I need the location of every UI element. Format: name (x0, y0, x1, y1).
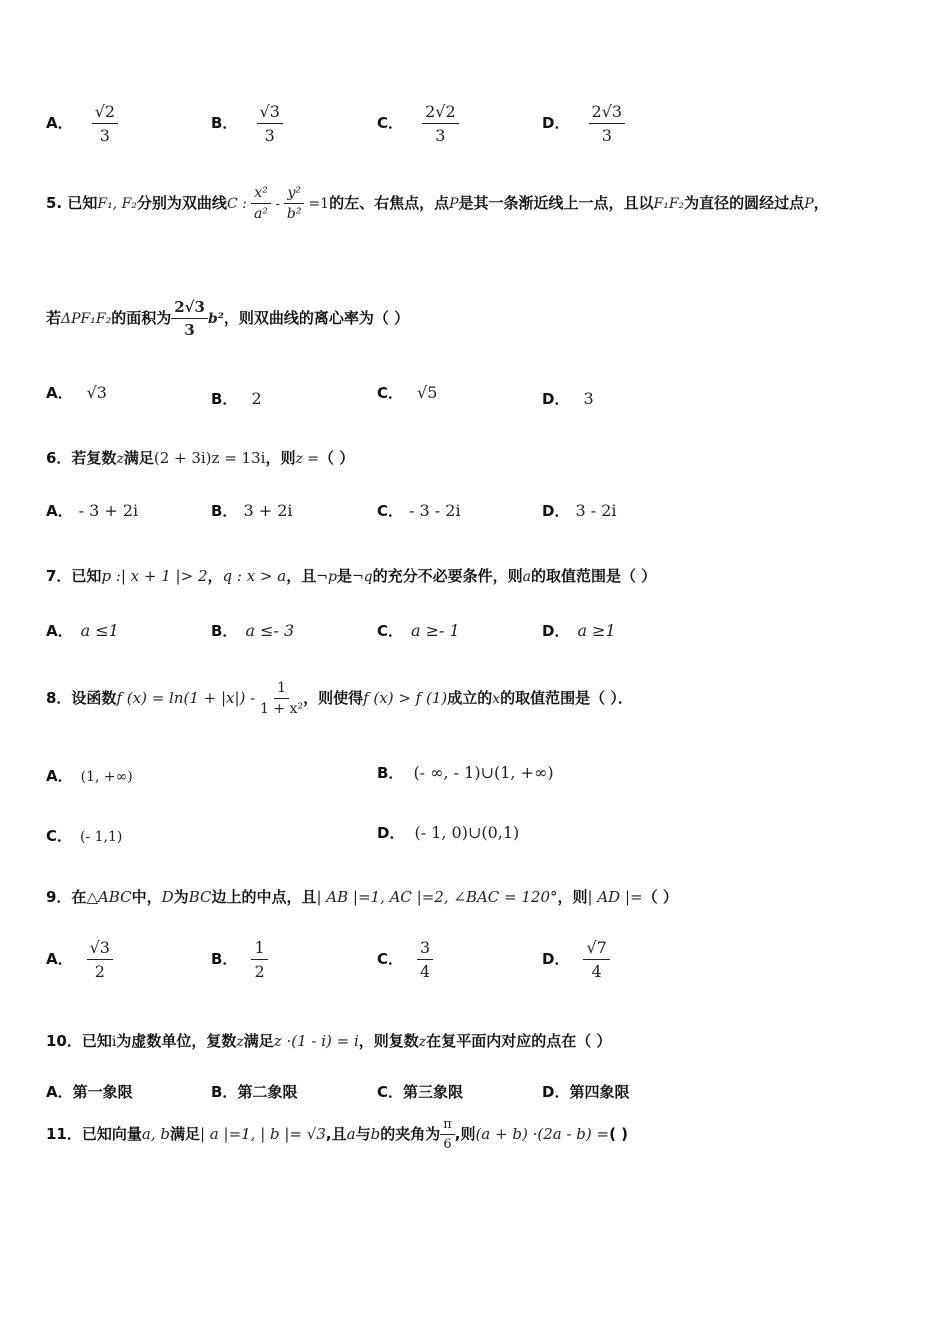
denominator: 2 (254, 962, 265, 981)
triangle-abc: △ABC (86, 888, 132, 906)
q4-option-d (542, 102, 625, 145)
q6-text: 6．若复数 (46, 449, 117, 467)
q5-text: 是其一条渐近线上一点，且以 (458, 194, 654, 212)
proposition-q: q : x > a (222, 567, 287, 585)
z-equals: z = (295, 451, 320, 467)
q5-stem-line2 (46, 298, 409, 339)
not-p: ¬p (316, 569, 337, 585)
variable-a: a (522, 569, 532, 585)
option-label: A． (46, 950, 73, 968)
variable-z: z (116, 451, 124, 467)
q6-option-d (542, 500, 617, 521)
q5-stem-line1 (46, 185, 829, 222)
q6-text: ，则 (265, 449, 296, 467)
expression: (a + b) ·(2a - b) = (475, 1125, 610, 1143)
b-squared: b² (207, 311, 224, 327)
q9-text: 中， (131, 888, 162, 906)
q10-option-b (211, 1081, 297, 1102)
q9-text: （ ） (642, 888, 678, 906)
conditions: | AB |=1, AC |=2, ∠BAC = 120° (316, 888, 558, 906)
denominator: 1 + x² (260, 701, 304, 717)
denominator: 4 (591, 962, 602, 981)
q7-text: 7．已知 (46, 567, 102, 585)
q5-option-c (377, 382, 437, 403)
option-value: 第四象限 (569, 1083, 630, 1101)
option-label: D． (542, 950, 570, 968)
fraction (260, 680, 303, 717)
q5-option-a (46, 382, 107, 403)
option-label: A． (46, 622, 73, 640)
fraction (92, 102, 118, 145)
option-value: a ≤- 3 (245, 621, 295, 640)
denominator: 3 (264, 126, 275, 145)
q5-text: ，则双曲线的离心率为（ ） (223, 309, 410, 327)
vector-a: a (346, 1125, 356, 1143)
option-label: C． (46, 827, 73, 845)
segment-bc: BC (188, 888, 212, 906)
equals-one: =1 (303, 196, 330, 212)
q6-option-a (46, 500, 138, 521)
q5-text: 的左、右焦点，点 (329, 194, 450, 212)
q6-option-c (377, 500, 461, 521)
q10-text: ，则复数 (358, 1032, 419, 1050)
numerator: √3 (87, 938, 113, 960)
option-label: B． (211, 1083, 238, 1101)
fraction (589, 102, 626, 145)
q5-option-b (211, 388, 262, 409)
inequality: f (x) > f (1) (363, 689, 448, 707)
q6-text: 满足 (123, 449, 154, 467)
q10-option-a (46, 1081, 133, 1102)
q10-option-c (377, 1081, 463, 1102)
numerator: √7 (583, 938, 609, 960)
q6-option-b (211, 500, 293, 521)
option-value: (- 1, 0)∪(0,1) (414, 823, 520, 842)
option-label: D． (542, 1083, 570, 1101)
conditions: | a |=1, | b |= √3 (199, 1125, 326, 1143)
point-d: D (161, 888, 174, 906)
q8-text: 的取值范围是（ ）． (500, 689, 633, 707)
denominator: 6 (443, 1137, 452, 1152)
numerator: x² (251, 185, 271, 204)
minus-sign: - (270, 196, 285, 212)
length-ad: | AD |= (587, 888, 643, 906)
option-label: D． (377, 824, 405, 842)
denominator: 3 (601, 126, 612, 145)
numerator: 3 (417, 938, 433, 960)
q5-text: 分别为双曲线 (136, 194, 227, 212)
denominator: 3 (435, 126, 446, 145)
q9-option-d (542, 938, 610, 981)
option-value: (- ∞, - 1)∪(1, +∞) (413, 763, 554, 782)
option-label: A． (46, 1083, 73, 1101)
option-label: C． (377, 950, 404, 968)
option-value: - 3 + 2i (78, 501, 139, 520)
option-value: 第一象限 (72, 1083, 133, 1101)
option-value: √3 (86, 383, 107, 402)
option-label: C． (377, 114, 404, 132)
q7-text: ，且 (286, 567, 317, 585)
numerator: √2 (92, 102, 118, 124)
q11-text: 11．已知向量 (46, 1125, 142, 1143)
q11-text: ( ) (609, 1125, 629, 1143)
option-label: B． (211, 950, 238, 968)
numerator: 1 (274, 680, 289, 699)
q5-text: 的面积为 (111, 309, 172, 327)
q11-stem (46, 1117, 628, 1152)
fraction (257, 102, 283, 145)
equation: z ·(1 - i) = i (273, 1032, 359, 1050)
q4-option-a (46, 102, 118, 145)
option-value: 2 (251, 389, 262, 408)
option-label: C． (377, 384, 404, 402)
fraction (251, 938, 267, 981)
triangle: ΔPF₁F₂ (61, 311, 112, 327)
q4-option-c (377, 102, 459, 145)
q7-text: 的充分不必要条件，则 (372, 567, 523, 585)
q4-option-b (211, 102, 283, 145)
variable-z: z (236, 1034, 244, 1050)
numerator: π (440, 1117, 455, 1135)
q10-text: 10．已知 (46, 1032, 112, 1050)
option-value: a ≥- 1 (411, 621, 460, 640)
numerator: y² (284, 185, 304, 204)
option-value: a ≤1 (80, 621, 119, 640)
q7-option-b (211, 620, 294, 641)
option-value: 3 - 2i (575, 501, 617, 520)
option-value: (- 1,1) (80, 829, 123, 845)
option-value: 3 + 2i (243, 501, 293, 520)
option-label: B． (211, 622, 238, 640)
q7-stem (46, 565, 656, 586)
q8-text: 成立的 (447, 689, 493, 707)
q9-text: ，则 (557, 888, 588, 906)
equation: (2 + 3i)z = 13i (153, 449, 266, 467)
option-label: D． (542, 390, 570, 408)
q8-option-c (46, 825, 122, 846)
option-label: A． (46, 384, 73, 402)
q5-text: 5. 已知 (46, 194, 98, 212)
q5-text: ， (813, 194, 829, 212)
q9-option-b (211, 938, 268, 981)
point-p: P (804, 196, 814, 212)
q5-text: 为直径的圆经过点 (684, 194, 805, 212)
q11-text: ,则 (454, 1125, 476, 1143)
numerator: √3 (257, 102, 283, 124)
point-p: P (449, 196, 459, 212)
angle-fraction (440, 1117, 455, 1152)
vector-b: b (370, 1125, 381, 1143)
denominator: 3 (184, 321, 195, 339)
q8-option-b (377, 762, 554, 783)
option-value: (1, +∞) (80, 769, 133, 785)
q8-option-d (377, 822, 519, 843)
q9-stem (46, 886, 678, 907)
function-def: f (x) = ln(1 + |x|) - (116, 689, 261, 707)
option-value: 第二象限 (237, 1083, 298, 1101)
option-value: √5 (417, 383, 438, 402)
segment-f1f2: F₁F₂ (653, 196, 685, 212)
q11-text: 与 (355, 1125, 371, 1143)
numerator: 1 (251, 938, 267, 960)
q11-text: ,且 (325, 1125, 347, 1143)
q11-text: 的夹角为 (380, 1125, 441, 1143)
option-label: D． (542, 502, 570, 520)
option-label: D． (542, 114, 570, 132)
area-fraction (171, 298, 208, 339)
option-value: 第三象限 (403, 1083, 464, 1101)
option-value: a ≥1 (577, 621, 616, 640)
option-label: C． (377, 1083, 404, 1101)
q9-text: 为 (173, 888, 189, 906)
option-label: C． (377, 622, 404, 640)
q7-option-a (46, 620, 119, 641)
q5-text: 若 (46, 309, 62, 327)
vectors-ab: a, b (141, 1125, 170, 1143)
fraction (87, 938, 113, 981)
variable-z: z (418, 1034, 427, 1050)
fraction-x (251, 185, 271, 222)
fraction-y (284, 185, 304, 222)
q10-text: 在复平面内对应的点在（ ） (426, 1032, 612, 1050)
fraction (417, 938, 433, 981)
fraction (422, 102, 459, 145)
q7-text: ， (207, 567, 223, 585)
q10-text: 满足 (243, 1032, 274, 1050)
denominator: 4 (420, 962, 431, 981)
fraction (583, 938, 609, 981)
numerator: 2√3 (589, 102, 626, 124)
numerator: 2√2 (422, 102, 459, 124)
q7-option-d (542, 620, 616, 641)
q6-stem (46, 447, 354, 468)
q10-option-d (542, 1081, 629, 1102)
option-label: A． (46, 114, 73, 132)
curve-name: C : (226, 196, 252, 212)
q7-text: 的取值范围是（ ） (531, 567, 657, 585)
imaginary-unit: i (111, 1034, 117, 1050)
option-label: C． (377, 502, 404, 520)
q8-option-a (46, 765, 133, 786)
denominator: b² (286, 206, 302, 222)
variable-x: x (492, 691, 501, 707)
q8-text: ，则使得 (303, 689, 364, 707)
q9-option-c (377, 938, 433, 981)
option-label: A． (46, 502, 73, 520)
not-q: ¬q (351, 569, 373, 585)
denominator: 2 (94, 962, 105, 981)
numerator: 2√3 (171, 298, 208, 319)
option-label: D． (542, 622, 570, 640)
denominator: 3 (99, 126, 110, 145)
q5-option-d (542, 388, 594, 409)
q9-text: 边上的中点，且 (211, 888, 317, 906)
option-label: B． (211, 390, 238, 408)
option-label: B． (377, 764, 404, 782)
option-label: A． (46, 767, 73, 785)
option-label: B． (211, 114, 238, 132)
option-value: - 3 - 2i (409, 501, 461, 520)
denominator: a² (254, 206, 269, 222)
q9-option-a (46, 938, 113, 981)
q6-text: （ ） (319, 449, 355, 467)
q7-text: 是 (336, 567, 352, 585)
q8-stem (46, 680, 633, 717)
q7-option-c (377, 620, 460, 641)
q11-text: 满足 (169, 1125, 200, 1143)
option-label: B． (211, 502, 238, 520)
q9-text: 9．在 (46, 888, 87, 906)
proposition-p: p :| x + 1 |> 2 (101, 567, 208, 585)
option-value: 3 (583, 389, 594, 408)
q8-text: 8．设函数 (46, 689, 117, 707)
q10-stem (46, 1030, 611, 1051)
q10-text: 为虚数单位，复数 (116, 1032, 237, 1050)
foci: F₁, F₂ (97, 196, 137, 212)
